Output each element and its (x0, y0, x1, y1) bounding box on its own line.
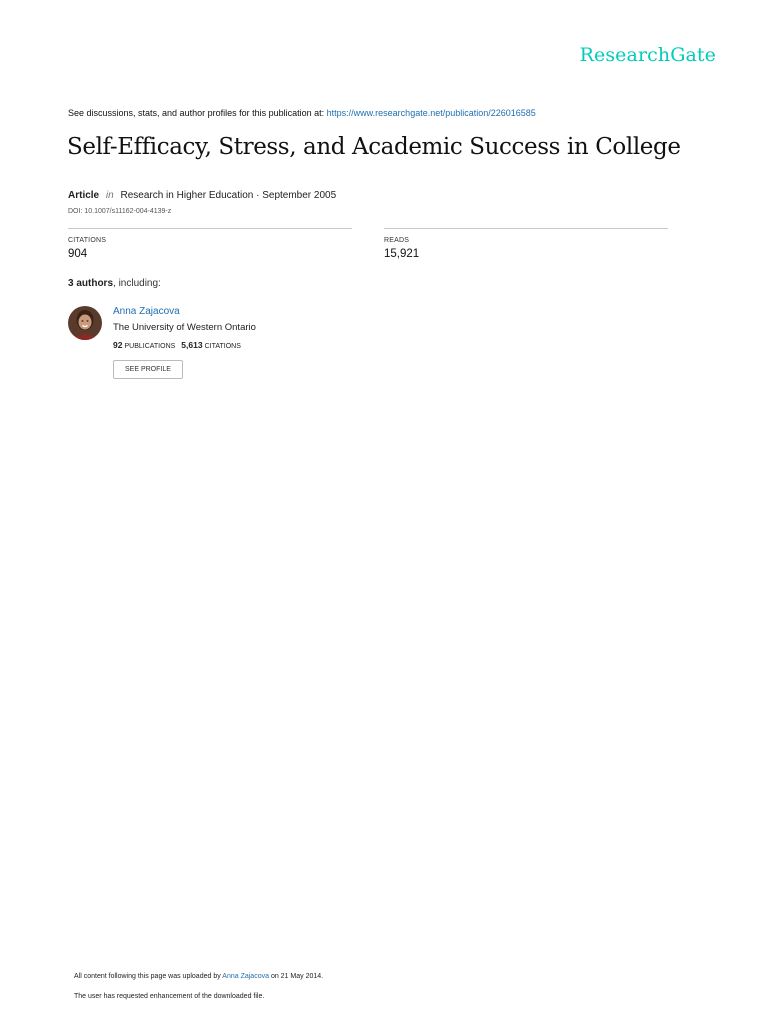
avatar[interactable] (68, 306, 102, 340)
authors-count: 3 authors (68, 278, 114, 289)
uploader-name-link[interactable]: Anna Zajacova (222, 973, 269, 980)
reads-value: 15,921 (384, 248, 420, 260)
publication-venue-date: Research in Higher Education · September 2005 (120, 190, 337, 201)
publication-meta (68, 190, 336, 201)
author-name-link[interactable]: Anna Zajacova (113, 306, 180, 317)
enhancement-note: The user has requested enhancement of the downloaded file. (74, 993, 265, 1000)
reads-label: READS (384, 237, 410, 244)
author-citations-label: CITATIONS (204, 343, 241, 350)
upload-note-prefix: All content following this page was uploaded by (74, 973, 221, 980)
author-publications-label: PUBLICATIONS (124, 343, 176, 350)
publication-title: Self-Efficacy, Stress, and Academic Success in College (67, 134, 681, 160)
publication-type: Article (68, 190, 100, 201)
author-institution: The University of Western Ontario (113, 322, 256, 333)
authors-suffix: , including: (113, 278, 161, 289)
reads-stat (384, 228, 668, 260)
avatar-photo-icon (68, 306, 102, 340)
discussion-prefix: See discussions, stats, and author profiles for this publication at: (68, 108, 325, 118)
upload-note (74, 973, 323, 980)
author-citations-count: 5,613 (181, 340, 203, 350)
researchgate-logo[interactable]: ResearchGate (579, 44, 716, 66)
citations-value: 904 (68, 248, 88, 260)
see-profile-button[interactable]: SEE PROFILE (113, 360, 183, 379)
authors-summary (68, 278, 161, 289)
citations-label: CITATIONS (68, 237, 107, 244)
author-info (113, 306, 256, 379)
upload-note-suffix: on 21 May 2014. (270, 973, 324, 980)
discussion-line (68, 108, 536, 118)
citations-stat (68, 228, 352, 260)
author-card (68, 306, 368, 386)
author-stats (113, 340, 256, 352)
publication-url-link[interactable]: https://www.researchgate.net/publication/226016585 (326, 108, 536, 118)
publication-doi: DOI: 10.1007/s11162-004-4139-z (68, 208, 172, 215)
author-publications-count: 92 (113, 340, 123, 350)
publication-in-word: in (105, 190, 114, 201)
